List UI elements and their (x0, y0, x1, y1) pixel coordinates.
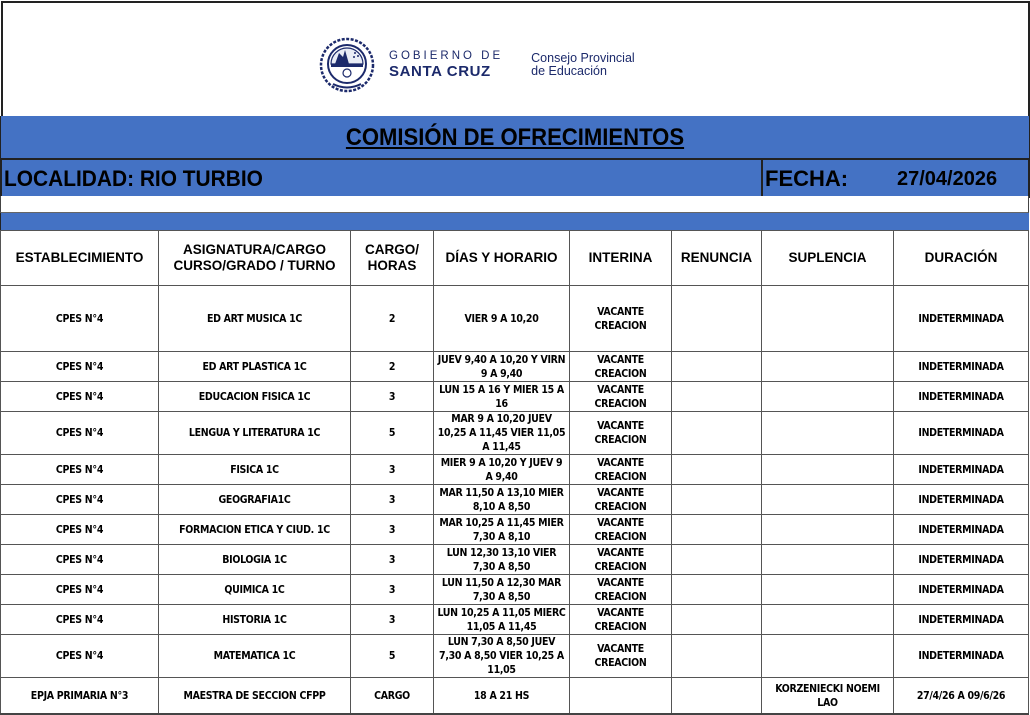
col-header-cargo-horas: CARGO/ HORAS (351, 231, 434, 286)
government-line1: GOBIERNO DE (389, 49, 504, 62)
date-label: FECHA: (765, 166, 849, 191)
col-header-asignatura: ASIGNATURA/CARGO CURSO/GRADO / TURNO (159, 231, 351, 286)
cell-interina: VACANTE CREACION (570, 575, 672, 605)
col-header-dias-horario: DÍAS Y HORARIO (434, 231, 570, 286)
table-row (1, 352, 1029, 382)
cell-cargo-horas: 3 (351, 605, 434, 635)
cell-asignatura: QUIMICA 1C (159, 575, 351, 605)
page-title: COMISIÓN DE OFRECIMIENTOS (345, 124, 685, 151)
cell-interina: VACANTE CREACION (570, 485, 672, 515)
cell-cargo-horas: 2 (351, 352, 434, 382)
table-row (1, 412, 1029, 455)
cell-asignatura: EDUCACION FISICA 1C (159, 382, 351, 412)
table-row (1, 575, 1029, 605)
cell-suplencia (762, 545, 894, 575)
cell-dias-horario: LUN 15 A 16 Y MIER 15 A 16 (434, 382, 570, 412)
cell-establecimiento: CPES N°4 (1, 485, 159, 515)
cell-dias-horario: LUN 10,25 A 11,05 MIERC 11,05 A 11,45 (434, 605, 570, 635)
cell-suplencia (762, 412, 894, 455)
offers-table (0, 230, 1029, 715)
cell-duracion: INDETERMINADA (894, 605, 1029, 635)
cell-duracion: 27/4/26 A 09/6/26 (894, 678, 1029, 715)
cell-renuncia (672, 635, 762, 678)
cell-duracion: INDETERMINADA (894, 412, 1029, 455)
cell-establecimiento: CPES N°4 (1, 545, 159, 575)
cell-dias-horario: LUN 7,30 A 8,50 JUEV 7,30 A 8,50 VIER 10,25 A 11,05 (434, 635, 570, 678)
title-band (0, 116, 1030, 158)
cell-cargo-horas: 5 (351, 412, 434, 455)
cell-asignatura: FORMACION ETICA Y CIUD. 1C (159, 515, 351, 545)
table-row (1, 635, 1029, 678)
provincial-seal-icon (319, 37, 375, 93)
cell-renuncia (672, 545, 762, 575)
cell-asignatura: ED ART MUSICA 1C (159, 286, 351, 352)
blue-separator-band (0, 213, 1029, 231)
cell-asignatura: HISTORIA 1C (159, 605, 351, 635)
cell-suplencia (762, 455, 894, 485)
cell-dias-horario: JUEV 9,40 A 10,20 Y VIRN 9 A 9,40 (434, 352, 570, 382)
cell-suplencia (762, 352, 894, 382)
cell-renuncia (672, 575, 762, 605)
header-logo-box (1, 1, 1030, 118)
cell-renuncia (672, 352, 762, 382)
cell-cargo-horas: 5 (351, 635, 434, 678)
cell-establecimiento: EPJA PRIMARIA N°3 (1, 678, 159, 715)
table-row (1, 545, 1029, 575)
locality-band (0, 158, 1030, 198)
cell-cargo-horas: 3 (351, 575, 434, 605)
cell-establecimiento: CPES N°4 (1, 605, 159, 635)
cell-dias-horario: MAR 9 A 10,20 JUEV 10,25 A 11,45 VIER 11,05 A 11,45 (434, 412, 570, 455)
cell-asignatura: BIOLOGIA 1C (159, 545, 351, 575)
table-header-row (1, 231, 1029, 286)
cell-establecimiento: CPES N°4 (1, 286, 159, 352)
cell-interina: VACANTE CREACION (570, 286, 672, 352)
cell-suplencia (762, 515, 894, 545)
cell-asignatura: MATEMATICA 1C (159, 635, 351, 678)
cell-interina: VACANTE CREACION (570, 412, 672, 455)
spacer-row (0, 196, 1029, 213)
cell-interina: VACANTE CREACION (570, 352, 672, 382)
cell-duracion: INDETERMINADA (894, 455, 1029, 485)
offers-table-body (1, 286, 1029, 715)
cell-renuncia (672, 286, 762, 352)
cell-cargo-horas: 3 (351, 515, 434, 545)
cell-interina: VACANTE CREACION (570, 635, 672, 678)
cell-suplencia (762, 575, 894, 605)
cell-establecimiento: CPES N°4 (1, 635, 159, 678)
cell-duracion: INDETERMINADA (894, 575, 1029, 605)
table-row (1, 515, 1029, 545)
cell-cargo-horas: 2 (351, 286, 434, 352)
cell-cargo-horas: 3 (351, 545, 434, 575)
cell-asignatura: LENGUA Y LITERATURA 1C (159, 412, 351, 455)
cell-duracion: INDETERMINADA (894, 635, 1029, 678)
table-row (1, 455, 1029, 485)
cell-establecimiento: CPES N°4 (1, 515, 159, 545)
cell-establecimiento: CPES N°4 (1, 352, 159, 382)
cell-renuncia (672, 455, 762, 485)
cell-dias-horario: 18 A 21 HS (434, 678, 570, 715)
cell-establecimiento: CPES N°4 (1, 575, 159, 605)
cell-dias-horario: LUN 12,30 13,10 VIER 7,30 A 8,50 (434, 545, 570, 575)
cell-dias-horario: VIER 9 A 10,20 (434, 286, 570, 352)
cell-cargo-horas: 3 (351, 382, 434, 412)
cell-dias-horario: LUN 11,50 A 12,30 MAR 7,30 A 8,50 (434, 575, 570, 605)
cell-duracion: INDETERMINADA (894, 286, 1029, 352)
cell-suplencia (762, 605, 894, 635)
cell-duracion: INDETERMINADA (894, 545, 1029, 575)
cell-suplencia (762, 485, 894, 515)
cell-establecimiento: CPES N°4 (1, 455, 159, 485)
cell-interina: VACANTE CREACION (570, 545, 672, 575)
date-value: 27/04/2026 (897, 168, 998, 190)
cell-cargo-horas: 3 (351, 485, 434, 515)
cell-duracion: INDETERMINADA (894, 382, 1029, 412)
col-header-interina: INTERINA (570, 231, 672, 286)
cell-cargo-horas: CARGO (351, 678, 434, 715)
col-header-suplencia: SUPLENCIA (762, 231, 894, 286)
col-header-duracion: DURACIÓN (894, 231, 1029, 286)
cell-renuncia (672, 605, 762, 635)
table-row (1, 485, 1029, 515)
council-line1: Consejo Provincial (531, 51, 635, 65)
cell-interina: VACANTE CREACION (570, 605, 672, 635)
cell-duracion: INDETERMINADA (894, 352, 1029, 382)
cell-dias-horario: MAR 11,50 A 13,10 MIER 8,10 A 8,50 (434, 485, 570, 515)
cell-asignatura: FISICA 1C (159, 455, 351, 485)
cell-renuncia (672, 412, 762, 455)
cell-suplencia (762, 286, 894, 352)
cell-interina: VACANTE CREACION (570, 382, 672, 412)
cell-suplencia (762, 635, 894, 678)
cell-renuncia (672, 382, 762, 412)
table-row (1, 605, 1029, 635)
government-name (389, 51, 503, 80)
cell-renuncia (672, 515, 762, 545)
cell-asignatura: ED ART PLASTICA 1C (159, 352, 351, 382)
cell-duracion: INDETERMINADA (894, 485, 1029, 515)
table-row (1, 382, 1029, 412)
cell-renuncia (672, 485, 762, 515)
government-line2: SANTA CRUZ (389, 63, 491, 81)
locality-divider (761, 160, 763, 196)
cell-interina: VACANTE CREACION (570, 515, 672, 545)
cell-cargo-horas: 3 (351, 455, 434, 485)
council-name (531, 52, 635, 78)
council-line2: de Educación (531, 64, 607, 78)
col-header-renuncia: RENUNCIA (672, 231, 762, 286)
locality-label: LOCALIDAD: RIO TURBIO (4, 166, 263, 191)
cell-suplencia (762, 382, 894, 412)
table-row (1, 286, 1029, 352)
cell-dias-horario: MAR 10,25 A 11,45 MIER 7,30 A 8,10 (434, 515, 570, 545)
cell-establecimiento: CPES N°4 (1, 382, 159, 412)
government-logo (319, 37, 635, 93)
col-header-establecimiento: ESTABLECIMIENTO (1, 231, 159, 286)
cell-suplencia: KORZENIECKI NOEMI LAO (762, 678, 894, 715)
cell-asignatura: MAESTRA DE SECCION CFPP (159, 678, 351, 715)
cell-establecimiento: CPES N°4 (1, 412, 159, 455)
cell-interina: VACANTE CREACION (570, 455, 672, 485)
cell-dias-horario: MIER 9 A 10,20 Y JUEV 9 A 9,40 (434, 455, 570, 485)
cell-asignatura: GEOGRAFIA1C (159, 485, 351, 515)
cell-duracion: INDETERMINADA (894, 515, 1029, 545)
